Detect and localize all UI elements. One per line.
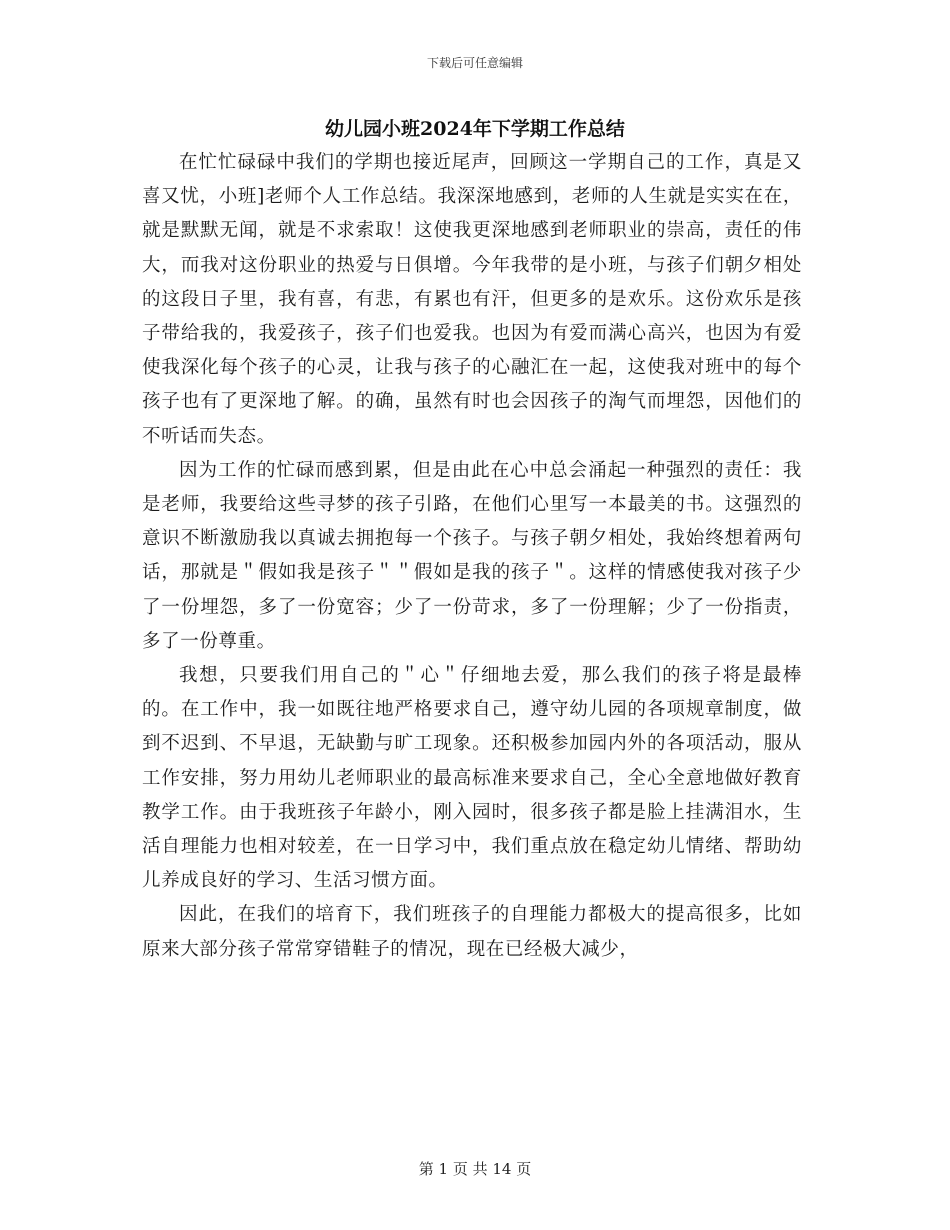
header-note: 下载后可任意编辑 — [426, 56, 523, 70]
paragraph-2: 因为工作的忙碌而感到累，但是由此在心中总会涌起一种强烈的责任：我是老师，我要给这些寻梦的孩子引路，在他们心里写一本最美的书。这强烈的意识不断激励我以真诚去拥抱每一个孩子。与孩子朝夕相处，我始终想着两句话，那就是＂假如我是孩子＂＂假如是我的孩子＂。这样的情感使我对孩子少了一份埋怨，多了一份宽容；少了一份苛求，多了一份理解；少了一份指责，多了一份尊重。 — [142, 459, 802, 652]
document-title: 幼儿园小班2024年下学期工作总结 — [325, 118, 625, 140]
document-body — [142, 146, 802, 967]
paragraph-1: 在忙忙碌碌中我们的学期也接近尾声，回顾这一学期自己的工作，真是又喜又忧，小班]老师个人工作总结。我深深地感到，老师的人生就是实实在在，就是默默无闻，就是不求索取！这使我更深地感到老师职业的崇高，责任的伟大，而我对这份职业的热爱与日俱增。今年我带的是小班，与孩子们朝夕相处的这段日子里，我有喜，有悲，有累也有汗，但更多的是欢乐。这份欢乐是孩子带给我的，我爱孩子，孩子们也爱我。也因为有爱而满心高兴，也因为有爱使我深化每个孩子的心灵，让我与孩子的心融汇在一起，这使我对班中的每个孩子也有了更深地了解。的确，虽然有时也会因孩子的淘气而埋怨，因他们的不听话而失态。 — [142, 152, 802, 447]
page-indicator: 第 1 页 共 14 页 — [418, 1160, 532, 1178]
paragraph-4: 因此，在我们的培育下，我们班孩子的自理能力都极大的提高很多，比如原来大部分孩子常常穿错鞋子的情况，现在已经极大减少， — [142, 904, 802, 960]
paragraph-3: 我想，只要我们用自己的＂心＂仔细地去爱，那么我们的孩子将是最棒的。在工作中，我一如既往地严格要求自己，遵守幼儿园的各项规章制度，做到不迟到、不早退，无缺勤与旷工现象。还积极参加园内外的各项活动，服从工作安排，努力用幼儿老师职业的最高标准来要求自己，全心全意地做好教育教学工作。由于我班孩子年龄小，刚入园时，很多孩子都是脸上挂满泪水，生活自理能力也相对较差，在一日学习中，我们重点放在稳定幼儿情绪、帮助幼儿养成良好的学习、生活习惯方面。 — [142, 665, 802, 892]
